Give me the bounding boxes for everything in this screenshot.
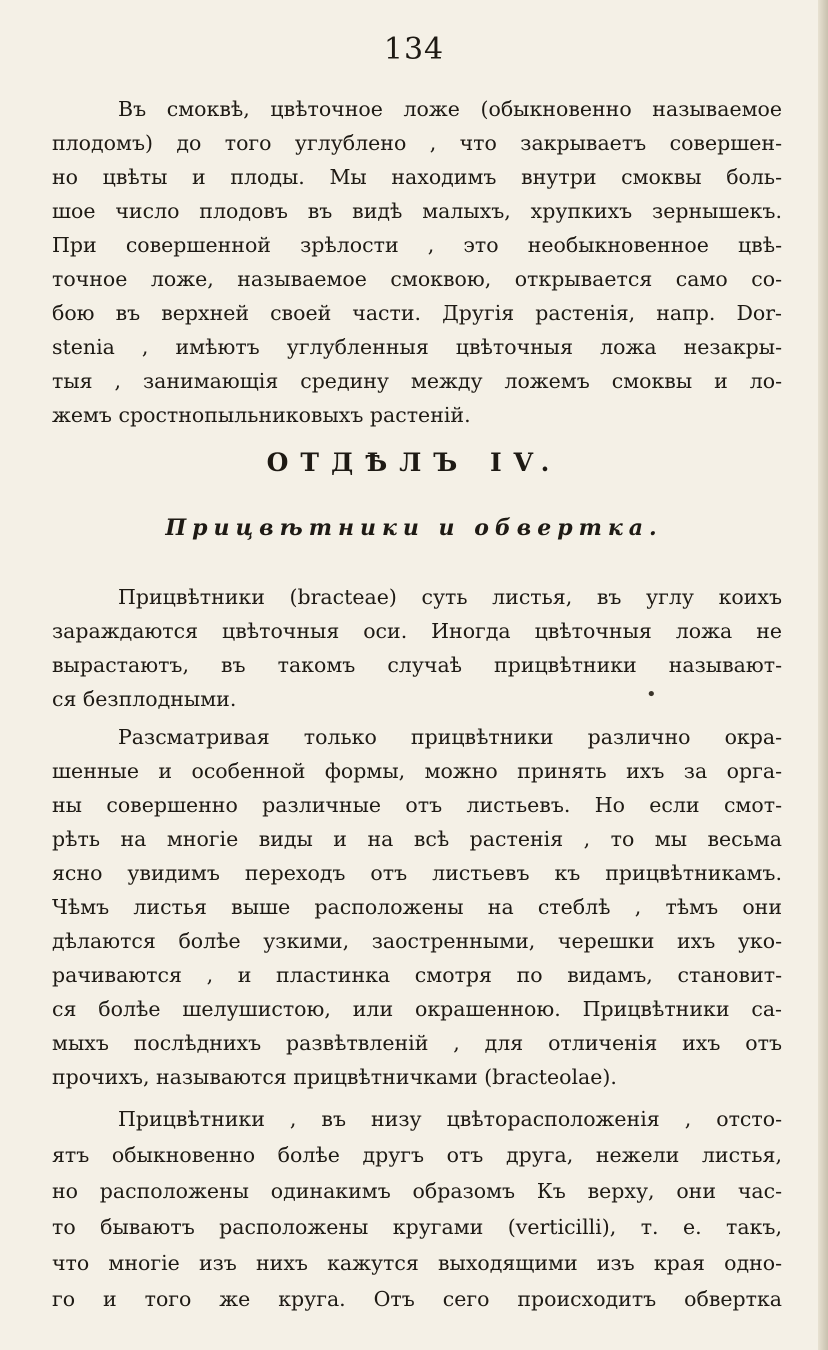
text-line: но цвѣты и плоды. Мы находимъ внутри смоквы боль- [52, 165, 782, 189]
text-line: мыхъ послѣднихъ развѣтвленій , для отличенія ихъ отъ [52, 1031, 782, 1055]
text-line: но расположены одинакимъ образомъ Къ верху, они час- [52, 1179, 782, 1203]
text-line: дѣлаются болѣе узкими, заостренными, черешки ихъ уко- [52, 929, 782, 953]
text-line: ясно увидимъ переходъ отъ листьевъ къ прицвѣтникамъ. [52, 861, 782, 885]
text-line: шое число плодовъ въ видѣ малыхъ, хрупкихъ зернышекъ. [52, 199, 782, 223]
text-line: то бываютъ расположены кругами (verticilli), т. е. такъ, [52, 1215, 782, 1239]
section-subheading: Прицвѣтники и обвертка. [165, 515, 663, 541]
stray-dot: • [646, 684, 657, 705]
text-line: шенные и особенной формы, можно принять ихъ за орга- [52, 759, 782, 783]
text-line: ны совершенно различные отъ листьевъ. Но если смот- [52, 793, 782, 817]
page-edge-shadow [818, 0, 828, 1350]
text-line: При совершенной зрѣлости , это необыкновенное цвѣ- [52, 233, 782, 257]
text-line: Прицвѣтники , въ низу цвѣторасположенія , отсто- [118, 1107, 782, 1131]
page-number: 134 [383, 32, 445, 67]
text-line: бою въ верхней своей части. Другія растенія, напр. Dor- [52, 301, 782, 325]
text-line: рачиваются , и пластинка смотря по видамъ, становит- [52, 963, 782, 987]
text-line: что многіе изъ нихъ кажутся выходящими изъ края одно- [52, 1251, 782, 1275]
text-line: ся болѣе шелушистою, или окрашенною. Прицвѣтники са- [52, 997, 782, 1021]
text-line: точное ложе, называемое смоквою, открывается само со- [52, 267, 782, 291]
text-line: рѣть на многіе виды и на всѣ растенія , то мы весьма [52, 827, 782, 851]
text-line: зараждаются цвѣточныя оси. Иногда цвѣточныя ложа не [52, 619, 782, 643]
text-line: ся безплодными. [52, 687, 237, 711]
text-line: ятъ обыкновенно болѣе другъ отъ друга, нежели листья, [52, 1143, 782, 1167]
text-line: тыя , занимающія средину между ложемъ смоквы и ло- [52, 369, 782, 393]
text-line: прочихъ, называются прицвѣтничками (bracteolae). [52, 1065, 617, 1089]
section-heading: ОТДѢЛЪ IV. [266, 448, 562, 477]
text-line: Прицвѣтники (bracteae) суть листья, въ углу коихъ [118, 585, 782, 609]
text-line: го и того же круга. Отъ сего происходитъ обвертка [52, 1287, 782, 1311]
text-line: вырастаютъ, въ такомъ случаѣ прицвѣтники называют- [52, 653, 782, 677]
text-line: Чѣмъ листья выше расположены на стеблѣ , тѣмъ они [52, 895, 782, 919]
text-line: stenia , имѣютъ углубленныя цвѣточныя ложа незакры- [52, 335, 782, 359]
text-line: жемъ сростнопыльниковыхъ растеній. [52, 403, 471, 427]
text-line: плодомъ) до того углублено , что закрываетъ совершен- [52, 131, 782, 155]
text-line: Разсматривая только прицвѣтники различно окра- [118, 725, 782, 749]
text-line: Въ смоквѣ, цвѣточное ложе (обыкновенно называемое [118, 97, 782, 121]
